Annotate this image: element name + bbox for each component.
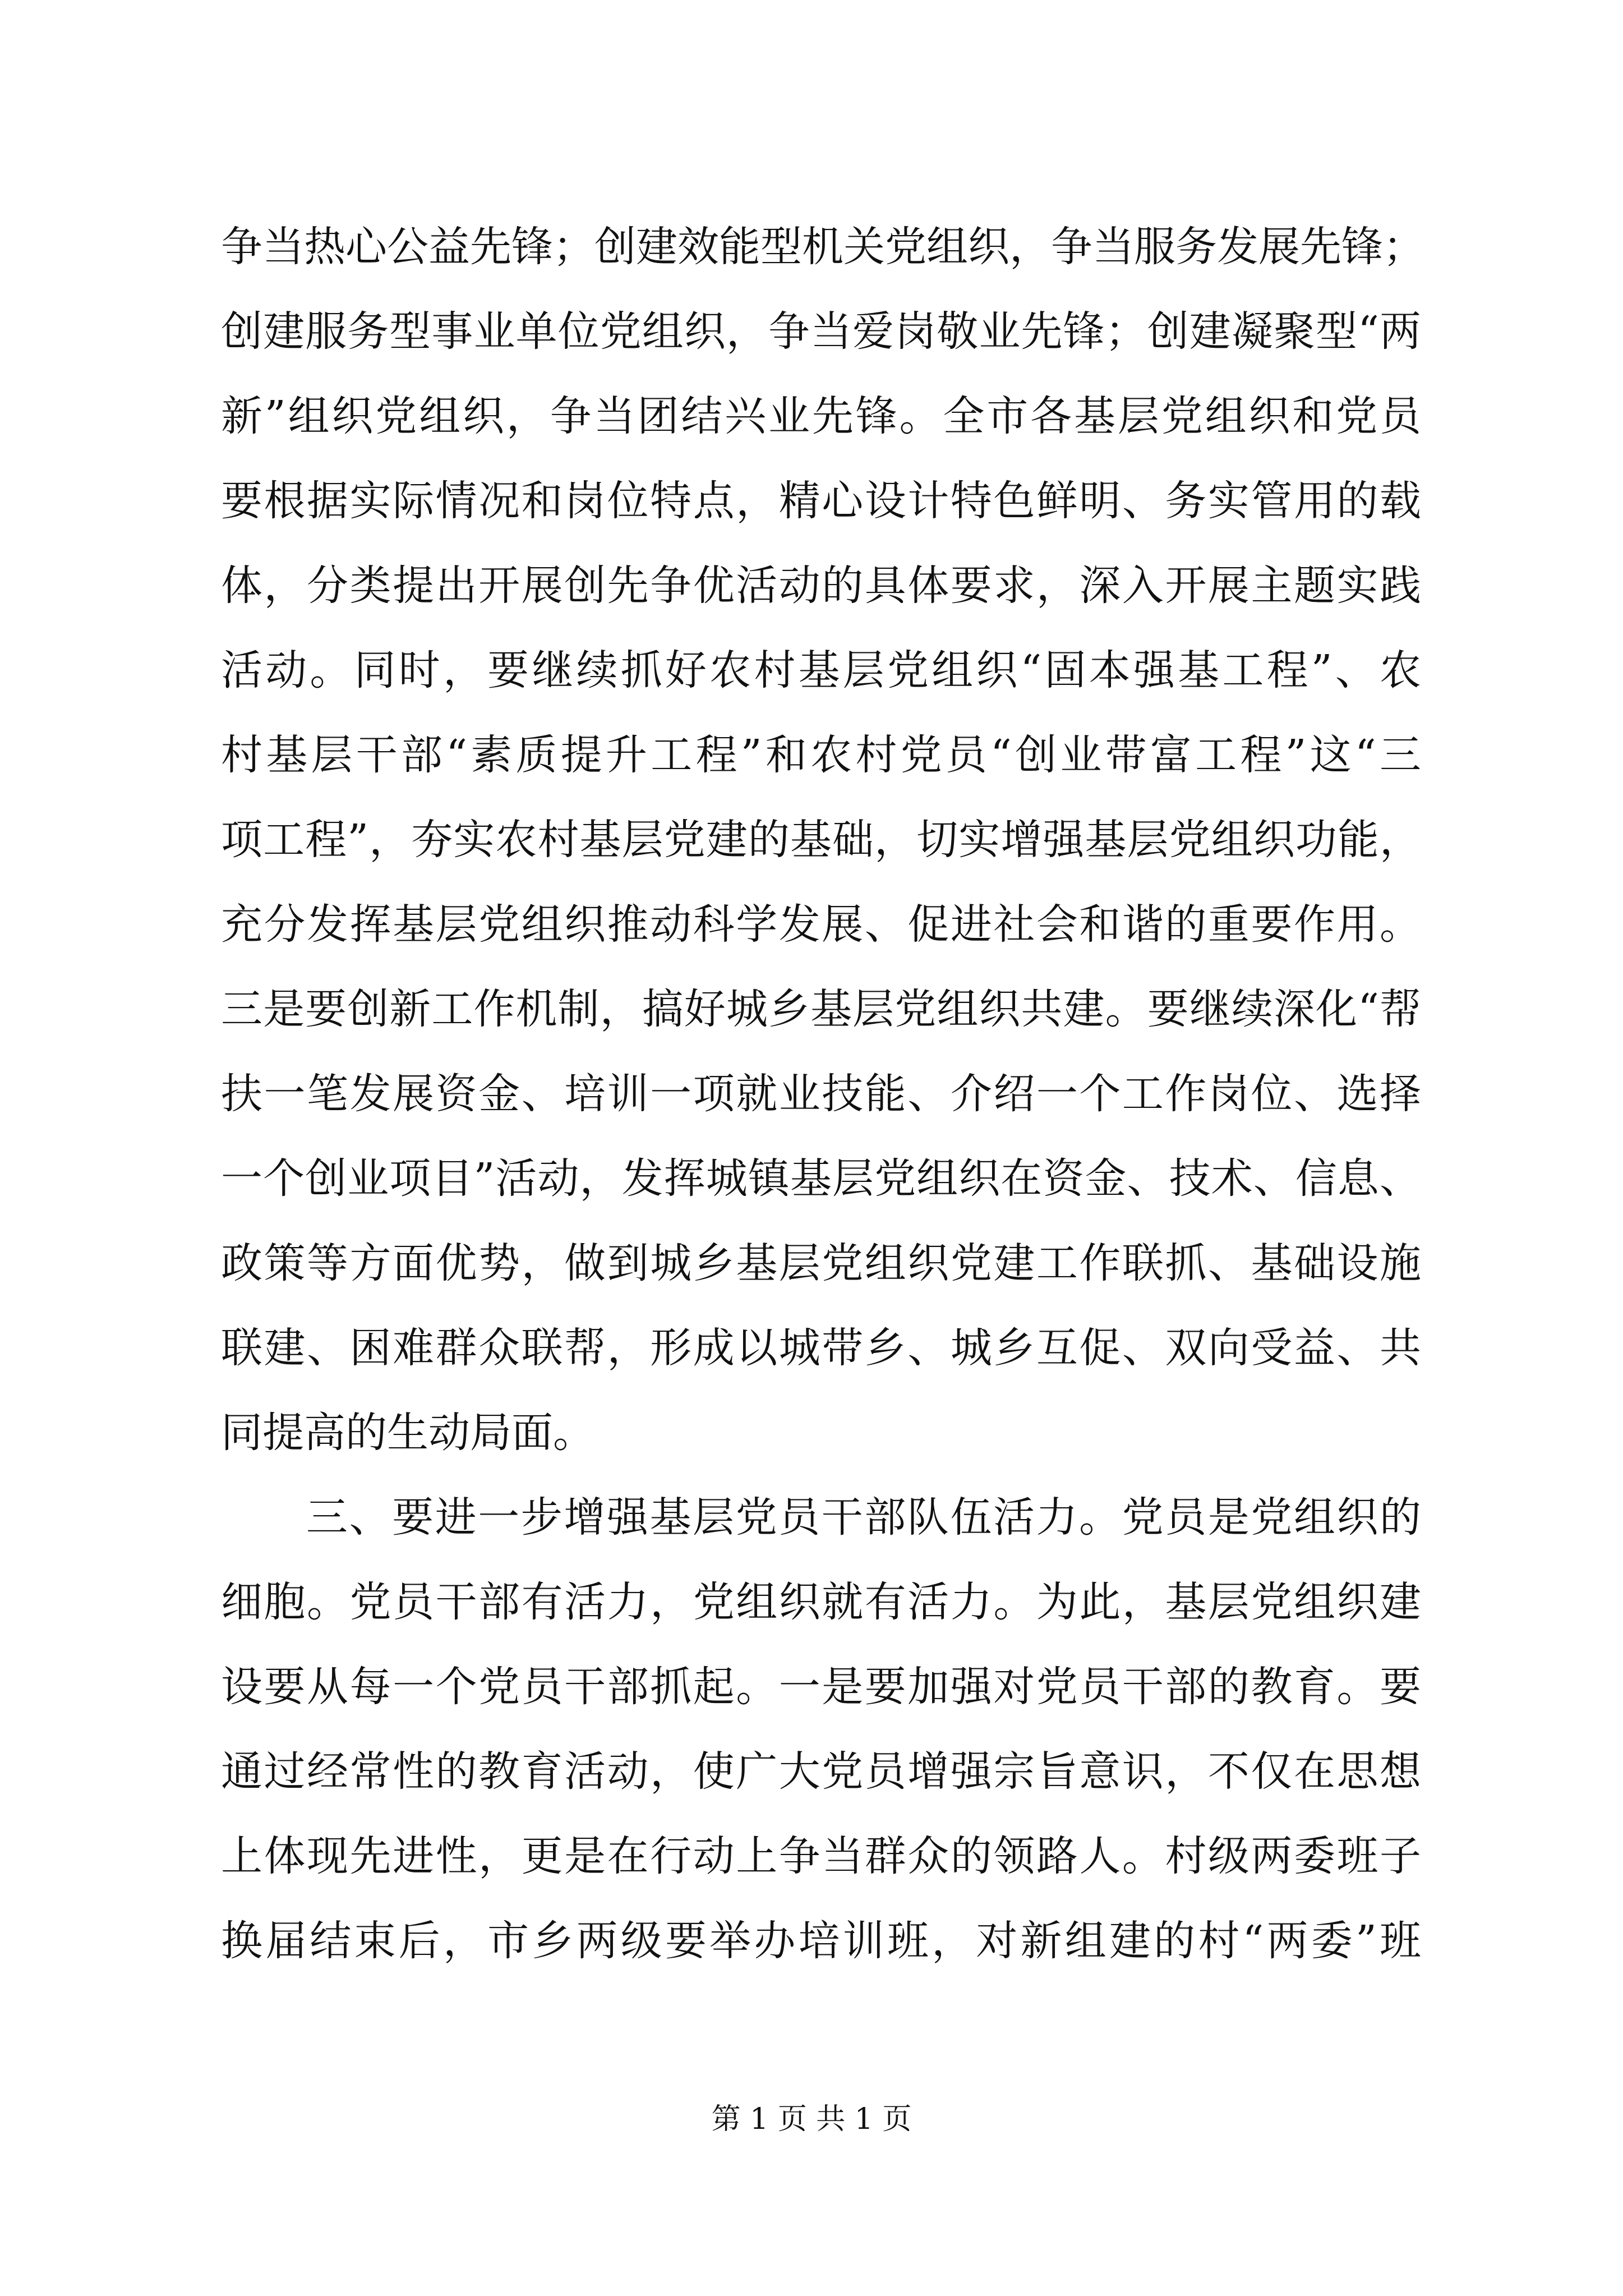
text-line: 通过经常性的教育活动，使广大党员增强宗旨意识，不仅在思想: [221, 1747, 1421, 1796]
body-text: [221, 205, 1424, 1984]
text-line: 三是要创新工作机制，搞好城乡基层党组织共建。要继续深化“帮: [221, 985, 1421, 1033]
text-line: 联建、困难群众联帮，形成以城带乡、城乡互促、双向受益、共: [221, 1324, 1421, 1372]
text-line: 换届结束后，市乡两级要举办培训班，对新组建的村“两委”班: [221, 1917, 1421, 1965]
text-line: 政策等方面优势，做到城乡基层党组织党建工作联抓、基础设施: [221, 1239, 1421, 1287]
text-line: 充分发挥基层党组织推动科学发展、促进社会和谐的重要作用。: [221, 900, 1421, 949]
text-line: 扶一笔发展资金、培训一项就业技能、介绍一个工作岗位、选择: [221, 1070, 1421, 1118]
text-line: 一个创业项目”活动，发挥城镇基层党组织在资金、技术、信息、: [221, 1154, 1421, 1203]
text-line: 要根据实际情况和岗位特点，精心设计特色鲜明、务实管用的载: [221, 477, 1421, 525]
text-line: 创建服务型事业单位党组织，争当爱岗敬业先锋；创建凝聚型“两: [221, 307, 1421, 356]
text-line: 活动。同时，要继续抓好农村基层党组织“固本强基工程”、农: [221, 646, 1421, 694]
text-line: 体，分类提出开展创先争优活动的具体要求，深入开展主题实践: [221, 562, 1421, 610]
text-line: 新”组织党组织，争当团结兴业先锋。全市各基层党组织和党员: [221, 392, 1421, 440]
text-line: 同提高的生动局面。: [221, 1409, 594, 1457]
text-line: 上体现先进性，更是在行动上争当群众的领路人。村级两委班子: [221, 1832, 1421, 1880]
page-footer: 第 1 页 共 1 页: [711, 2102, 912, 2136]
paragraph-first-line: 三、要进一步增强基层党员干部队伍活力。党员是党组织的: [306, 1493, 1421, 1542]
text-line: 设要从每一个党员干部抓起。一是要加强对党员干部的教育。要: [221, 1663, 1421, 1711]
text-line: 项工程”，夯实农村基层党建的基础，切实增强基层党组织功能，: [221, 816, 1421, 864]
text-line: 细胞。党员干部有活力，党组织就有活力。为此，基层党组织建: [221, 1578, 1421, 1626]
text-line: 争当热心公益先锋；创建效能型机关党组织，争当服务发展先锋；: [221, 223, 1424, 271]
text-line: 村基层干部“素质提升工程”和农村党员“创业带富工程”这“三: [221, 731, 1421, 779]
